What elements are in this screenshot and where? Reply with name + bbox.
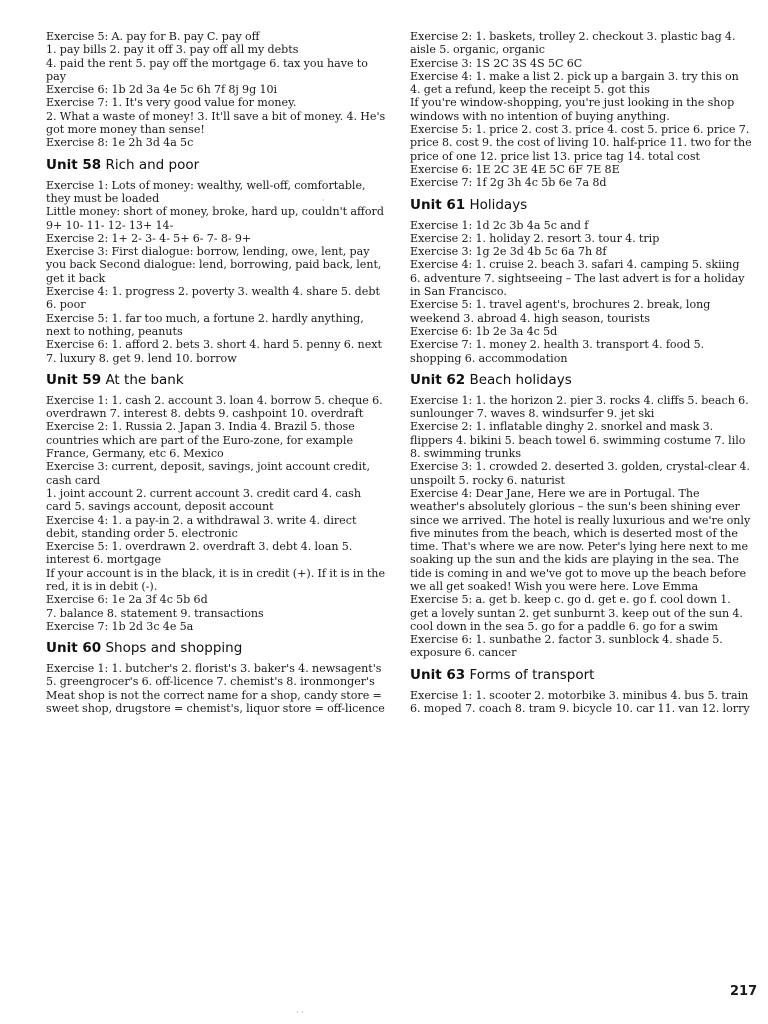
answer-line: Exercise 5: 1. travel agent's, brochures 2. break, long weekend 3. abroad 4. high season, tourists (410, 298, 711, 325)
answer-line: Exercise 5: 1. far too much, a fortune 2. hardly anything, next to nothing, peanuts (46, 311, 364, 338)
answer-line: Exercise 2: 1. Russia 2. Japan 3. India 4. Brazil 5. those countries which are part of the Euro-zone, for example France, Germany, etc 6. Mexico (46, 420, 355, 461)
answer-line: Exercise 1: 1d 2c 3b 4a 5c and f (410, 218, 589, 232)
answer-line: Meat shop is not the correct name for a shop, candy store = sweet shop, drugstore = chemist's, liquor store = off-licence (46, 688, 385, 716)
answer-line: Exercise 4: 1. cruise 2. beach 3. safari 4. camping 5. skiing 6. adventure 7. sightseeing – The last advert is for a holiday in San Francisco. (410, 258, 745, 299)
answer-line: Exercise 3: current, deposit, savings, joint account credit, cash card (46, 460, 370, 487)
answer-line: Exercise 6: 1e 2a 3f 4c 5b 6d (46, 593, 208, 607)
unit-number: Unit 60 (46, 640, 102, 657)
answer-line: Exercise 8: 1e 2h 3d 4a 5c (46, 136, 194, 150)
answer-line: Exercise 1: 1. the horizon 2. pier 3. rocks 4. cliffs 5. beach 6. sunlounger 7. waves 8. windsurfer 9. jet ski (410, 393, 749, 421)
answer-line: Little money: short of money, broke, hard up, couldn't afford (46, 205, 384, 219)
unit-heading (46, 640, 388, 657)
scan-speck: · · (296, 1008, 304, 1017)
answer-line: Exercise 1: 1. cash 2. account 3. loan 4. borrow 5. cheque 6. overdrawn 7. interest 8. debts 9. cashpoint 10. overdraft (46, 393, 383, 421)
answer-line: Exercise 7: 1b 2d 3c 4e 5a (46, 619, 194, 633)
answer-line: Exercise 5: 1. price 2. cost 3. price 4. cost 5. price 6. price 7. price 8. cost 9. the cost of living 10. half-price 11. two for the price of one 12. price list 13. price tag 14. total cost (410, 123, 752, 163)
answer-line: Exercise 6: 1E 2C 3E 4E 5C 6F 7E 8E (410, 162, 620, 176)
unit-title: Forms of transport (469, 666, 595, 683)
answer-line: 9+ 10- 11- 12- 13+ 14- (46, 218, 174, 232)
answer-line: Exercise 3: 1g 2e 3d 4b 5c 6a 7h 8f (410, 245, 607, 259)
unit-title: At the bank (105, 371, 184, 388)
answer-line: Exercise 2: 1+ 2- 3- 4- 5+ 6- 7- 8- 9+ (46, 231, 252, 245)
answer-line: Exercise 4: 1. make a list 2. pick up a bargain 3. try this on 4. get a refund, keep the receipt 5. got this (410, 69, 739, 97)
answer-line: 7. balance 8. statement 9. transactions (46, 606, 264, 620)
unit-title: Shops and shopping (105, 640, 243, 657)
answer-line: Exercise 1: 1. scooter 2. motorbike 3. minibus 4. bus 5. train 6. moped 7. coach 8. tram 9. bicycle 10. car 11. van 12. lorry (410, 688, 750, 716)
page-number: 217 (730, 984, 758, 999)
answer-line: Exercise 1: 1. butcher's 2. florist's 3. baker's 4. newsagent's 5. greengrocer's 6. off-licence 7. chemist's 8. ironmonger's (46, 662, 382, 689)
scan-speck: · (322, 196, 325, 205)
answer-line: 2. What a waste of money! 3. It'll save a bit of money. 4. He's got more money than sense! (46, 109, 386, 137)
answer-line: Exercise 2: 1. baskets, trolley 2. checkout 3. plastic bag 4. aisle 5. organic, organic (410, 30, 736, 57)
answer-line: Exercise 6: 1. sunbathe 2. factor 3. sunblock 4. shade 5. exposure 6. cancer (410, 633, 723, 660)
answer-line: Exercise 5: a. get b. keep c. go d. get e. go f. cool down 1. get a lovely suntan 2. get sunburnt 3. keep out of the sun 4. cool down in the sea 5. go for a paddle 6. go for a swim (410, 593, 743, 633)
answer-line: Exercise 7: 1. It's very good value for money. (46, 96, 297, 110)
answer-line: Exercise 7: 1f 2g 3h 4c 5b 6e 7a 8d (410, 176, 607, 190)
answer-line: 1. pay bills 2. pay it off 3. pay off all my debts (46, 43, 299, 57)
unit-heading (410, 372, 752, 389)
unit-number: Unit 59 (46, 371, 102, 388)
answer-line: Exercise 6: 1b 2d 3a 4e 5c 6h 7f 8j 9g 10i (46, 83, 278, 97)
answer-line: Exercise 5: 1. overdrawn 2. overdraft 3. debt 4. loan 5. interest 6. mortgage (46, 540, 353, 567)
answer-line: 4. paid the rent 5. pay off the mortgage 6. tax you have to pay (46, 56, 368, 83)
unit-title: Holidays (469, 196, 528, 213)
answer-line: Exercise 6: 1b 2e 3a 4c 5d (410, 324, 558, 338)
unit-number: Unit 62 (410, 371, 466, 388)
unit-number: Unit 61 (410, 196, 466, 213)
answer-line: Exercise 4: Dear Jane, Here we are in Portugal. The weather's absolutely glorious – the sun's been shining ever since we arrived. The hotel is really luxurious and we're only five minutes from the beach, which is deserted most of the time. That's where we are now. Peter's lying here next to me soaking up the sun and the kids are playing in the sea. The tide is coming in and we've got to move up the beach before we all get soaked! Wish you were here. Love Emma (410, 486, 751, 593)
unit-heading (410, 667, 752, 684)
answer-line: Exercise 2: 1. inflatable dinghy 2. snorkel and mask 3. flippers 4. bikini 5. beach towel 6. swimming costume 7. lilo 8. swimming trunks (410, 420, 746, 461)
answer-line: Exercise 1: Lots of money: wealthy, well-off, comfortable, they must be loaded (46, 178, 366, 205)
right-column (410, 30, 752, 715)
answer-line: Exercise 2: 1. holiday 2. resort 3. tour 4. trip (410, 231, 660, 245)
answer-line: If you're window-shopping, you're just looking in the shop windows with no intention of buying anything. (410, 96, 735, 123)
answer-line: Exercise 3: 1S 2C 3S 4S 5C 6C (410, 56, 583, 70)
unit-title: Rich and poor (105, 156, 200, 173)
unit-heading (46, 372, 388, 389)
unit-heading (46, 157, 388, 174)
answer-line: Exercise 5: A. pay for B. pay C. pay off (46, 30, 260, 43)
left-column (46, 30, 388, 715)
answer-line: Exercise 3: 1. crowded 2. deserted 3. golden, crystal-clear 4. unspoilt 5. rocky 6. naturist (410, 460, 750, 487)
unit-title: Beach holidays (469, 371, 572, 388)
answer-line: If your account is in the black, it is in credit (+). If it is in the red, it is in debit (-). (46, 566, 386, 593)
answer-line: Exercise 7: 1. money 2. health 3. transport 4. food 5. shopping 6. accommodation (410, 338, 705, 365)
answer-line: Exercise 3: First dialogue: borrow, lending, owe, lent, pay you back Second dialogue: lend, borrowing, paid back, lent, get it back (46, 245, 382, 285)
answer-line: Exercise 4: 1. a pay-in 2. a withdrawal 3. write 4. direct debit, standing order 5. electronic (46, 513, 357, 540)
answer-line: Exercise 6: 1. afford 2. bets 3. short 4. hard 5. penny 6. next 7. luxury 8. get 9. lend 10. borrow (46, 338, 382, 365)
unit-heading (410, 197, 752, 214)
unit-number: Unit 58 (46, 156, 102, 173)
answer-line: Exercise 4: 1. progress 2. poverty 3. wealth 4. share 5. debt 6. poor (46, 285, 380, 312)
unit-number: Unit 63 (410, 666, 466, 683)
answer-line: 1. joint account 2. current account 3. credit card 4. cash card 5. savings account, deposit account (46, 486, 362, 514)
